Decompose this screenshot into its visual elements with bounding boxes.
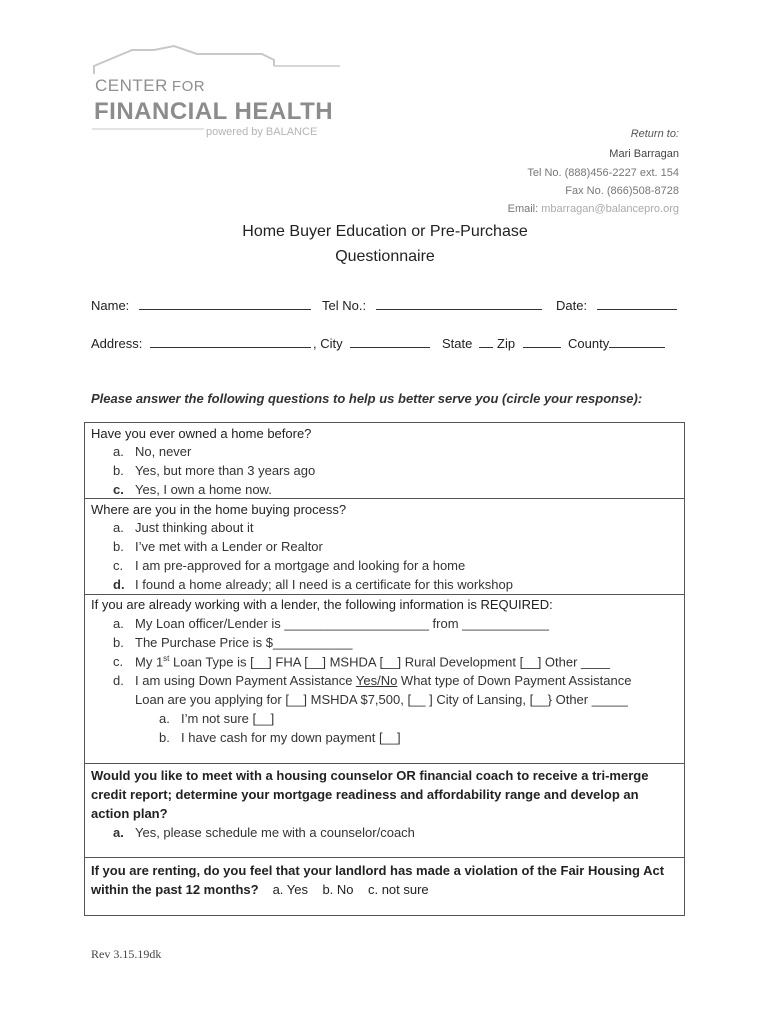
q2-option-b[interactable]: b. I’ve met with a Lender or Realtor (113, 539, 323, 554)
name-field (91, 297, 311, 313)
row-divider (85, 498, 684, 499)
name-input-line[interactable] (139, 297, 311, 310)
q3-lender-line[interactable]: a. My Loan officer/Lender is ____________________ from ____________ (113, 616, 549, 631)
yes-no-choice[interactable]: Yes/No (355, 673, 398, 688)
email-label: Email: (507, 203, 539, 215)
tel-input-line[interactable] (376, 297, 542, 310)
question-3: If you are already working with a lender, the following information is REQUIRED: (91, 597, 553, 612)
questionnaire-table (84, 422, 685, 916)
document-title-line-2: Questionnaire (335, 248, 435, 265)
logo-tagline: powered by BALANCE (206, 126, 318, 138)
q3-purchase-price-line[interactable]: b. The Purchase Price is $___________ (113, 635, 353, 650)
return-to-fax: Fax No. (866)508-8728 (565, 185, 679, 197)
q4-option-a[interactable]: a. Yes, please schedule me with a counselor/coach (113, 825, 415, 840)
q3-sub-option-a[interactable]: a. I’m not sure [__] (159, 711, 275, 726)
date-field (556, 297, 677, 313)
address-input-line[interactable] (150, 335, 311, 348)
return-to-email (508, 203, 679, 215)
county-label: County (568, 336, 610, 351)
house-roof-icon (92, 44, 342, 78)
return-to-label: Return to: (630, 128, 679, 140)
zip-label: Zip (497, 336, 516, 351)
name-label: Name: (91, 298, 130, 313)
question-5-line-1: If you are renting, do you feel that your landlord has made a violation of the Fair Housing Act (91, 863, 665, 878)
revision-label: Rev 3.15.19dk (91, 947, 162, 961)
tel-field (322, 297, 542, 313)
q3-down-payment-line[interactable]: d. I am using Down Payment Assistance Yes/No What type of Down Payment Assistance (113, 673, 632, 688)
county-input-line[interactable] (609, 335, 665, 348)
company-logo (92, 44, 342, 144)
city-label: , City (313, 336, 343, 351)
q1-option-a[interactable]: a. No, never (113, 444, 192, 459)
q2-option-c[interactable]: c. I am pre-approved for a mortgage and looking for a home (113, 558, 466, 573)
instruction-text: Please answer the following questions to help us better serve you (circle your response): (91, 391, 643, 406)
question-4-line-2: credit report; determine your mortgage readiness and affordability range and develop an (91, 787, 639, 802)
q3-assistance-type-line[interactable]: Loan are you applying for [__] MSHDA $7,500, [__ ] City of Lansing, [__} Other _____ (135, 692, 628, 707)
row-divider (85, 763, 684, 764)
county-field (568, 335, 665, 351)
tel-label: Tel No.: (322, 298, 367, 313)
state-field (442, 335, 493, 351)
zip-input-line[interactable] (523, 335, 561, 348)
logo-line-2: FINANCIAL HEALTH (94, 98, 334, 125)
q2-option-a[interactable]: a. Just thinking about it (113, 520, 254, 535)
question-5-line-2: within the past 12 months? a. Yes b. No c. not sure (91, 882, 429, 897)
date-label: Date: (556, 298, 588, 313)
question-4-line-3: action plan? (91, 806, 168, 821)
return-to-name: Mari Barragan (609, 148, 679, 160)
q2-option-d[interactable]: d. I found a home already; all I need is a certificate for this workshop (113, 577, 513, 592)
q1-option-c[interactable]: c. Yes, I own a home now. (113, 482, 272, 497)
q1-option-b[interactable]: b. Yes, but more than 3 years ago (113, 463, 316, 478)
address-field (91, 335, 311, 351)
zip-field (497, 335, 561, 351)
document-title-line-1: Home Buyer Education or Pre-Purchase (242, 223, 528, 240)
return-to-tel: Tel No. (888)456-2227 ext. 154 (527, 167, 679, 179)
row-divider (85, 857, 684, 858)
q5-options[interactable]: a. Yes b. No c. not sure (272, 882, 429, 897)
email-link[interactable]: mbarragan@balancepro.org (541, 203, 679, 215)
date-input-line[interactable] (597, 297, 677, 310)
row-divider (85, 594, 684, 595)
state-input-line[interactable] (479, 335, 493, 348)
city-input-line[interactable] (350, 335, 430, 348)
q3-sub-option-b[interactable]: b. I have cash for my down payment [__] (159, 730, 401, 745)
question-4-line-1: Would you like to meet with a housing counselor OR financial coach to receive a tri-merge (91, 768, 649, 783)
question-1: Have you ever owned a home before? (91, 426, 312, 441)
city-field (313, 335, 430, 351)
q3-loan-type-line[interactable]: c. My 1st Loan Type is [__] FHA [__] MSHDA [__] Rural Development [__] Other ____ (113, 654, 610, 670)
address-label: Address: (91, 336, 143, 351)
logo-line-1: CENTER FOR (95, 76, 206, 95)
question-2: Where are you in the home buying process? (91, 502, 347, 517)
state-label: State (442, 336, 473, 351)
